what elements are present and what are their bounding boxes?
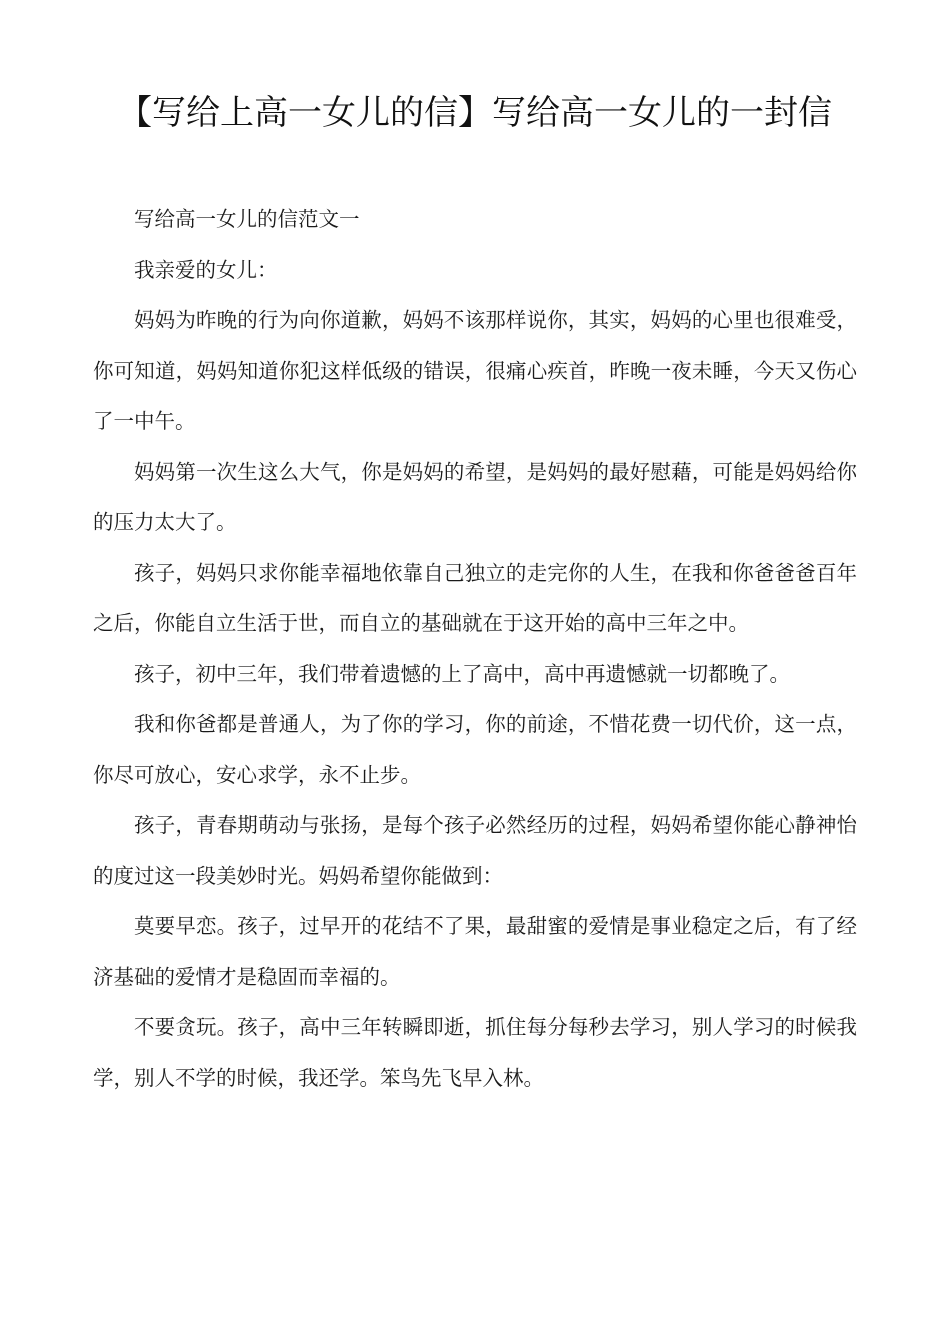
paragraph: 孩子，初中三年，我们带着遗憾的上了高中，高中再遗憾就一切都晚了。 <box>134 661 790 686</box>
document-title: 【写给上高一女儿的信】写给高一女儿的一封信 <box>118 93 832 133</box>
paragraph: 妈妈为昨晚的行为向你道歉，妈妈不该那样说你，其实，妈妈的心里也很难受，你可知道，妈妈知道你犯这样低级的错误，很痛心疾首，昨晚一夜未睡，今天又伤心了一中午。 <box>93 308 857 433</box>
paragraph-salutation: 我亲爱的女儿： <box>134 257 278 282</box>
paragraph: 不要贪玩。孩子，高中三年转瞬即逝，抓住每分每秒去学习，别人学习的时候我学，别人不学的时候，我还学。笨鸟先飞早入林。 <box>93 1015 857 1090</box>
paragraph-heading: 写给高一女儿的信范文一 <box>134 207 360 231</box>
paragraph: 孩子，青春期萌动与张扬，是每个孩子必然经历的过程，妈妈希望你能心静神怡的度过这一段美妙时光。妈妈希望你能做到： <box>93 813 857 888</box>
paragraph: 莫要早恋。孩子，过早开的花结不了果，最甜蜜的爱情是事业稳定之后，有了经济基础的爱情才是稳固而幸福的。 <box>93 914 857 989</box>
paragraph: 孩子，妈妈只求你能幸福地依靠自己独立的走完你的人生，在我和你爸爸爸百年之后，你能自立生活于世，而自立的基础就在于这开始的高中三年之中。 <box>93 560 857 635</box>
document-body <box>93 194 857 1103</box>
paragraph: 我和你爸都是普通人，为了你的学习，你的前途，不惜花费一切代价，这一点，你尽可放心，安心求学，永不止步。 <box>93 712 857 787</box>
paragraph: 妈妈第一次生这么大气，你是妈妈的希望，是妈妈的最好慰藉，可能是妈妈给你的压力太大了。 <box>93 459 857 534</box>
